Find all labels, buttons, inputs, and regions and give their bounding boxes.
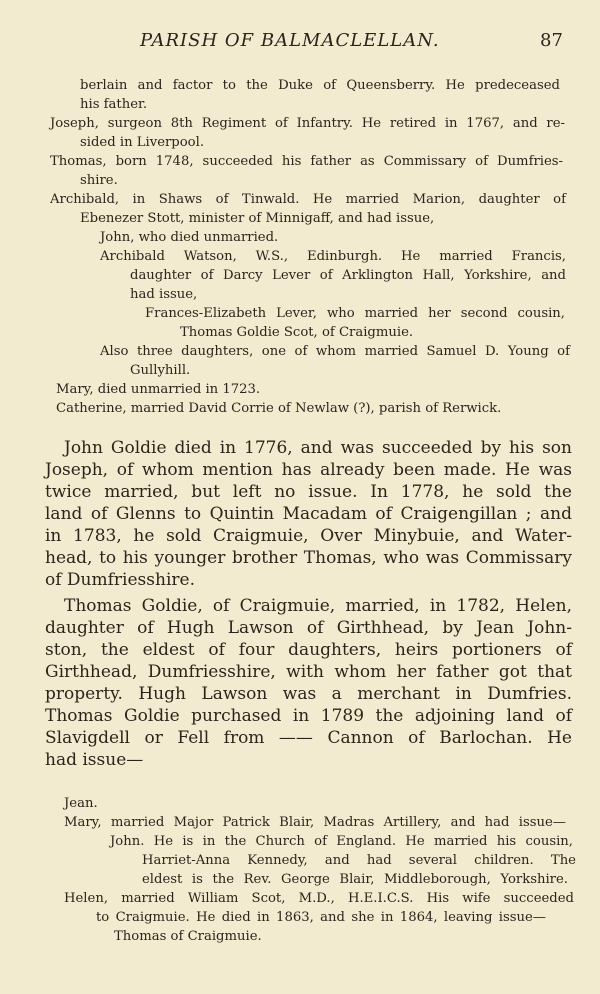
- genealogy-line: to Craigmuie. He died in 1863, and she in 1864, leaving issue—: [96, 910, 546, 925]
- text-line: ston, the eldest of four daughters, heirs portioners of: [45, 640, 572, 660]
- genealogy-line: Thomas Goldie Scot, of Craigmuie.: [180, 325, 414, 340]
- genealogy-line: sided in Liverpool.: [80, 135, 205, 150]
- text-line: Joseph, of whom mention has already been made. He was: [45, 460, 572, 480]
- text-line: John Goldie died in 1776, and was succeeded by his son: [64, 438, 572, 458]
- genealogy-line: Mary, married Major Patrick Blair, Madras Artillery, and had issue—: [64, 815, 566, 830]
- genealogy-line: Joseph, surgeon 8th Regiment of Infantry. He retired in 1767, and re-: [50, 116, 565, 131]
- genealogy-line: shire.: [80, 173, 118, 188]
- genealogy-line: Thomas, born 1748, succeeded his father as Commissary of Dumfries-: [50, 154, 563, 169]
- genealogy-line: daughter of Darcy Lever of Arklington Hall, Yorkshire, and: [130, 268, 566, 283]
- text-line: of Dumfriesshire.: [45, 570, 195, 590]
- text-line: in 1783, he sold Craigmuie, Over Minybuie, and Water-: [45, 526, 572, 546]
- genealogy-line: his father.: [80, 97, 148, 112]
- text-line: twice married, but left no issue. In 1778, he sold the: [45, 482, 572, 502]
- genealogy-line: Archibald Watson, W.S., Edinburgh. He married Francis,: [100, 249, 566, 264]
- genealogy-line: Helen, married William Scot, M.D., H.E.I.C.S. His wife succeeded: [64, 891, 574, 906]
- text-line: daughter of Hugh Lawson of Girthhead, by Jean John-: [45, 618, 572, 638]
- genealogy-line: Catherine, married David Corrie of Newlaw (?), parish of Rerwick.: [56, 401, 502, 416]
- genealogy-line: Gullyhill.: [130, 363, 191, 378]
- genealogy-line: Thomas of Craigmuie.: [114, 929, 262, 944]
- genealogy-line: Harriet-Anna Kennedy, and had several children. The: [142, 853, 576, 868]
- text-line: Thomas Goldie, of Craigmuie, married, in 1782, Helen,: [64, 596, 572, 616]
- text-line: property. Hugh Lawson was a merchant in Dumfries.: [45, 684, 572, 704]
- text-line: head, to his younger brother Thomas, who was Commissary: [45, 548, 572, 568]
- genealogy-line: Frances-Elizabeth Lever, who married her second cousin,: [145, 306, 565, 321]
- genealogy-line: had issue,: [130, 287, 198, 302]
- genealogy-line: John. He is in the Church of England. He married his cousin,: [110, 834, 573, 849]
- page-header: [0, 30, 600, 56]
- genealogy-line: berlain and factor to the Duke of Queensberry. He predeceased: [80, 78, 560, 93]
- genealogy-line: Mary, died unmarried in 1723.: [56, 382, 261, 397]
- text-line: Girthhead, Dumfriesshire, with whom her father got that: [45, 662, 572, 682]
- text-line: had issue—: [45, 750, 144, 770]
- page-number: 87: [540, 30, 563, 51]
- text-line: Thomas Goldie purchased in 1789 the adjoining land of: [45, 706, 572, 726]
- text-line: Slavigdell or Fell from —— Cannon of Barlochan. He: [45, 728, 572, 748]
- genealogy-line: Jean.: [64, 796, 98, 811]
- running-title: PARISH OF BALMACLELLAN.: [140, 30, 440, 51]
- genealogy-line: eldest is the Rev. George Blair, Middleborough, Yorkshire.: [142, 872, 568, 887]
- genealogy-line: John, who died unmarried.: [100, 230, 279, 245]
- genealogy-line: Archibald, in Shaws of Tinwald. He married Marion, daughter of: [50, 192, 566, 207]
- genealogy-line: Also three daughters, one of whom married Samuel D. Young of: [100, 344, 570, 359]
- text-line: land of Glenns to Quintin Macadam of Craigengillan ; and: [45, 504, 572, 524]
- genealogy-line: Ebenezer Stott, minister of Minnigaff, and had issue,: [80, 211, 435, 226]
